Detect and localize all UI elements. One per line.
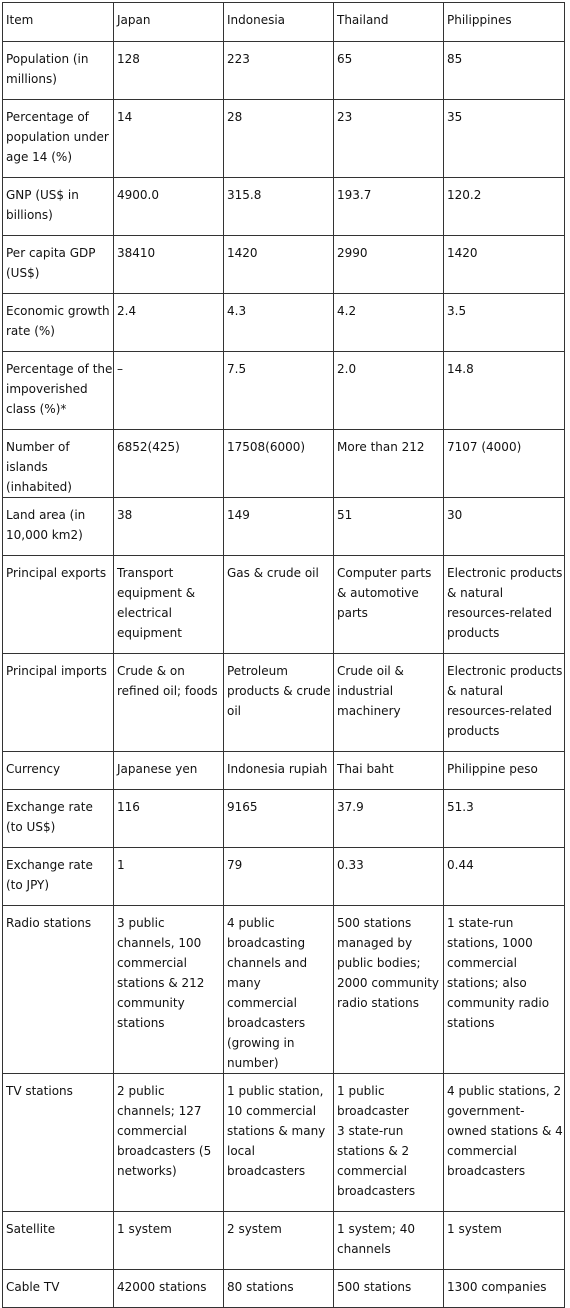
country-comparison-table	[2, 2, 565, 1308]
row-label-cell: GNP (US$ in billions)	[3, 178, 114, 236]
cell-thailand: 4.2	[334, 294, 444, 352]
cell-japan: 1	[114, 848, 224, 906]
cell-japan: 2.4	[114, 294, 224, 352]
row-label-cell: Number of islands (inhabited)	[3, 430, 114, 498]
cell-thailand: 65	[334, 42, 444, 100]
table-row	[3, 906, 565, 1074]
cell-japan: 14	[114, 100, 224, 178]
cell-japan: 1 system	[114, 1212, 224, 1270]
header-cell-japan: Japan	[114, 3, 224, 42]
cell-thailand: 2990	[334, 236, 444, 294]
cell-indonesia: 80 stations	[224, 1270, 334, 1308]
cell-indonesia: Petroleum products & crude oil	[224, 654, 334, 752]
cell-japan: 116	[114, 790, 224, 848]
table-row	[3, 294, 565, 352]
cell-philippines: 120.2	[444, 178, 565, 236]
row-label-cell: Percentage of the impoverished class (%)*	[3, 352, 114, 430]
table-row	[3, 498, 565, 556]
cell-philippines: 1420	[444, 236, 565, 294]
table-row	[3, 1270, 565, 1308]
header-cell-indonesia: Indonesia	[224, 3, 334, 42]
cell-philippines: 1 state-run stations, 1000 commercial stations; also community radio stations	[444, 906, 565, 1074]
cell-thailand: 23	[334, 100, 444, 178]
row-label-cell: Exchange rate (to JPY)	[3, 848, 114, 906]
cell-japan: –	[114, 352, 224, 430]
row-label-cell: Percentage of population under age 14 (%)	[3, 100, 114, 178]
cell-indonesia: 28	[224, 100, 334, 178]
cell-philippines: 14.8	[444, 352, 565, 430]
cell-indonesia: 17508(6000)	[224, 430, 334, 498]
cell-thailand: 0.33	[334, 848, 444, 906]
cell-indonesia: 7.5	[224, 352, 334, 430]
cell-thailand: 2.0	[334, 352, 444, 430]
cell-philippines: 85	[444, 42, 565, 100]
cell-indonesia: 4 public broadcasting channels and many commercial broadcasters (growing in number)	[224, 906, 334, 1074]
cell-indonesia: 1 public station, 10 commercial stations & many local broadcasters	[224, 1074, 334, 1212]
cell-indonesia: 4.3	[224, 294, 334, 352]
cell-japan: 3 public channels, 100 commercial stations & 212 community stations	[114, 906, 224, 1074]
row-label-cell: Land area (in 10,000 km2)	[3, 498, 114, 556]
table-row	[3, 848, 565, 906]
cell-philippines: Electronic products & natural resources-related products	[444, 654, 565, 752]
row-label-cell: Satellite	[3, 1212, 114, 1270]
cell-thailand: Thai baht	[334, 752, 444, 790]
cell-philippines: 4 public stations, 2 government-owned stations & 4 commercial broadcasters	[444, 1074, 565, 1212]
table-row	[3, 430, 565, 498]
cell-philippines: 51.3	[444, 790, 565, 848]
table-row	[3, 556, 565, 654]
row-label-cell: Principal imports	[3, 654, 114, 752]
cell-thailand: More than 212	[334, 430, 444, 498]
cell-japan: 4900.0	[114, 178, 224, 236]
cell-indonesia: 149	[224, 498, 334, 556]
cell-japan: 128	[114, 42, 224, 100]
cell-thailand: 193.7	[334, 178, 444, 236]
cell-indonesia: 2 system	[224, 1212, 334, 1270]
cell-indonesia: 223	[224, 42, 334, 100]
cell-japan: 6852(425)	[114, 430, 224, 498]
row-label-cell: Cable TV	[3, 1270, 114, 1308]
table-row	[3, 1212, 565, 1270]
cell-thailand: Crude oil & industrial machinery	[334, 654, 444, 752]
cell-japan: 42000 stations	[114, 1270, 224, 1308]
cell-philippines: 35	[444, 100, 565, 178]
cell-japan: 38410	[114, 236, 224, 294]
table-body	[3, 3, 565, 1308]
cell-philippines: Electronic products & natural resources-related products	[444, 556, 565, 654]
header-cell-item: Item	[3, 3, 114, 42]
row-label-cell: Economic growth rate (%)	[3, 294, 114, 352]
table-header-row	[3, 3, 565, 42]
cell-thailand: 500 stations managed by public bodies; 2000 community radio stations	[334, 906, 444, 1074]
cell-philippines: 30	[444, 498, 565, 556]
table-row	[3, 178, 565, 236]
cell-thailand: 51	[334, 498, 444, 556]
table-row	[3, 100, 565, 178]
row-label-cell: Principal exports	[3, 556, 114, 654]
cell-japan: 2 public channels; 127 commercial broadcasters (5 networks)	[114, 1074, 224, 1212]
cell-philippines: 7107 (4000)	[444, 430, 565, 498]
row-label-cell: Exchange rate (to US$)	[3, 790, 114, 848]
table-row	[3, 752, 565, 790]
cell-philippines: 1300 companies	[444, 1270, 565, 1308]
cell-indonesia: Indonesia rupiah	[224, 752, 334, 790]
header-cell-thailand: Thailand	[334, 3, 444, 42]
cell-indonesia: 9165	[224, 790, 334, 848]
cell-philippines: 1 system	[444, 1212, 565, 1270]
row-label-cell: Currency	[3, 752, 114, 790]
cell-thailand: 1 system; 40 channels	[334, 1212, 444, 1270]
cell-japan: Japanese yen	[114, 752, 224, 790]
table-row	[3, 236, 565, 294]
cell-indonesia: 79	[224, 848, 334, 906]
row-label-cell: Per capita GDP (US$)	[3, 236, 114, 294]
cell-japan: 38	[114, 498, 224, 556]
cell-thailand: 37.9	[334, 790, 444, 848]
row-label-cell: Radio stations	[3, 906, 114, 1074]
table-row	[3, 1074, 565, 1212]
cell-japan: Crude & on refined oil; foods	[114, 654, 224, 752]
table-row	[3, 790, 565, 848]
cell-philippines: 0.44	[444, 848, 565, 906]
table-row	[3, 654, 565, 752]
row-label-cell: Population (in millions)	[3, 42, 114, 100]
header-cell-philippines: Philippines	[444, 3, 565, 42]
cell-thailand: 500 stations	[334, 1270, 444, 1308]
cell-thailand: 1 public broadcaster 3 state-run stations & 2 commercial broadcasters	[334, 1074, 444, 1212]
table-row	[3, 352, 565, 430]
row-label-cell: TV stations	[3, 1074, 114, 1212]
cell-indonesia: Gas & crude oil	[224, 556, 334, 654]
cell-philippines: Philippine peso	[444, 752, 565, 790]
cell-thailand: Computer parts & automotive parts	[334, 556, 444, 654]
cell-indonesia: 1420	[224, 236, 334, 294]
cell-philippines: 3.5	[444, 294, 565, 352]
table-row	[3, 42, 565, 100]
cell-japan: Transport equipment & electrical equipment	[114, 556, 224, 654]
cell-indonesia: 315.8	[224, 178, 334, 236]
